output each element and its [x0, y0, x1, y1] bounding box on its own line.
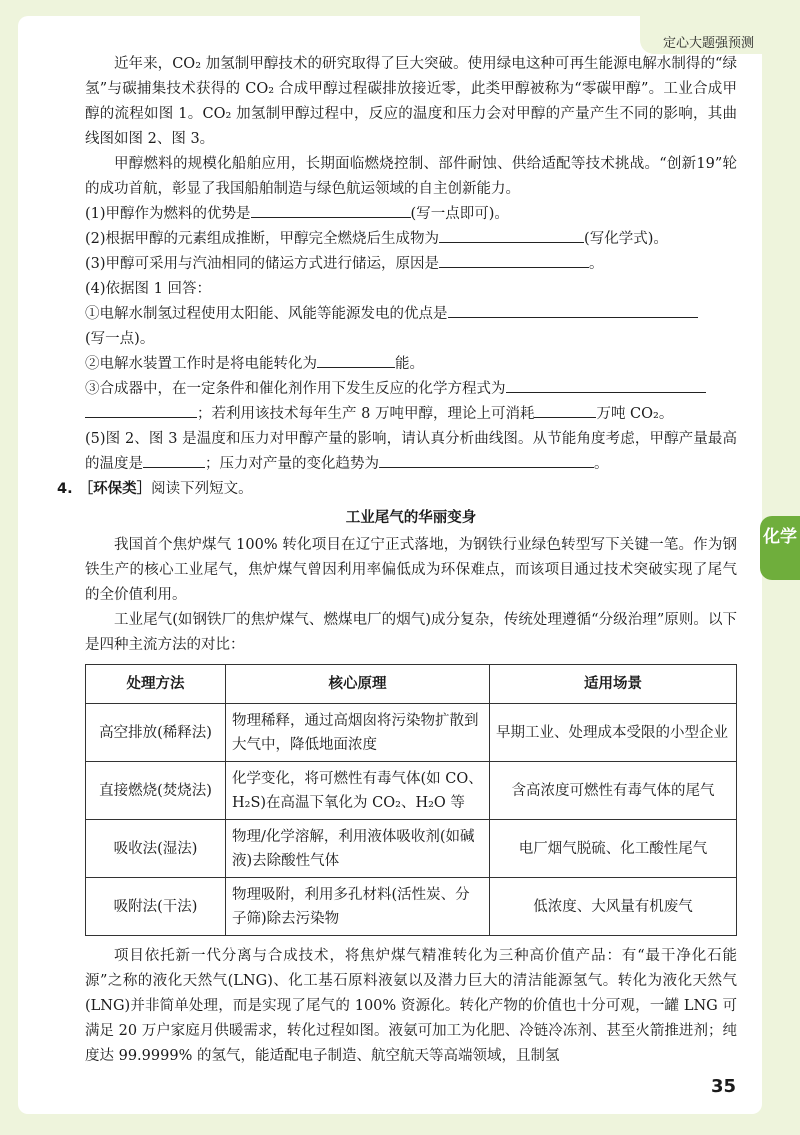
question-4-c: ③合成器中，在一定条件和催化剂作用下发生反应的化学方程式为 ；若利用该技术每年生产 8 万吨甲醇，理论上可消耗 万吨 CO₂。 [85, 377, 737, 427]
answer-blank [506, 377, 706, 393]
table-cell: 物理吸附，利用多孔材料(活性炭、分子筛)除去污染物 [226, 878, 490, 936]
table-row [86, 820, 737, 878]
question-number: 4. [57, 481, 73, 497]
content [57, 52, 737, 1069]
table-row [86, 704, 737, 762]
table-cell: 早期工业、处理成本受限的小型企业 [490, 704, 737, 762]
table-cell: 物理/化学溶解，利用液体吸收剂(如碱液)去除酸性气体 [226, 820, 490, 878]
table-cell: 物理稀释，通过高烟囱将污染物扩散到大气中，降低地面浓度 [226, 704, 490, 762]
article-title: 工业尾气的华丽变身 [345, 510, 477, 526]
question-4-heading: 4. ［环保类］阅读下列短文。 [57, 481, 253, 497]
table-cell: 吸收法(湿法) [86, 820, 226, 878]
table-cell: 含高浓度可燃性有毒气体的尾气 [490, 762, 737, 820]
table-cell: 高空排放(稀释法) [86, 704, 226, 762]
intro-paragraph-2: 甲醇燃料的规模化船舶应用，长期面临燃烧控制、部件耐蚀、供给适配等技术挑战。“创新19”轮的成功首航，彰显了我国船舶制造与绿色航运领域的自主创新能力。 [85, 156, 737, 197]
page-number: 35 [710, 1076, 736, 1097]
intro-paragraph-1: 近年来，CO₂ 加氢制甲醇技术的研究取得了巨大突破。使用绿电这种可再生能源电解水制得的“绿氢”与碳捕集技术获得的 CO₂ 合成甲醇过程碳排放接近零，此类甲醇被称为“零碳甲醇”。工业合成甲醇的流程如图 1。CO₂ 加氢制甲醇过程中，反应的温度和压力会对甲醇的产量产生不同的影响，其曲线图如图 2、图 3。 [85, 56, 737, 147]
table-cell: 化学变化，将可燃性有毒气体(如 CO、H₂S)在高温下氧化为 CO₂、H₂O 等 [226, 762, 490, 820]
question-4-b: ②电解水装置工作时是将电能转化为 能。 [85, 352, 737, 377]
answer-blank [85, 402, 197, 418]
article-paragraph-1: 我国首个焦炉煤气 100% 转化项目在辽宁正式落地，为钢铁行业绿色转型写下关键一笔。作为钢铁生产的核心工业尾气，焦炉煤气曾因利用率偏低成为环保难点，而该项目通过技术突破实现了尾气的全价值利用。 [85, 537, 737, 603]
table-cell: 吸附法(干法) [86, 878, 226, 936]
question-4-a: ①电解水制氢过程使用太阳能、风能等能源发电的优点是 (写一点)。 [85, 302, 737, 352]
article-paragraph-3: 项目依托新一代分离与合成技术，将焦炉煤气精准转化为三种高价值产品：有“最干净化石能源”之称的液化天然气(LNG)、化工基石原料液氨以及潜力巨大的清洁能源氢气。转化为液化天然气(LNG)并非简单处理，而是实现了尾气的 100% 资源化。转化产物的价值也十分可观，一罐 LNG 可满足 20 万户家庭月供暖需求，转化过程如图。液氨可加工为化肥、冷链冷冻剂、甚至火箭推进剂；纯度达 99.9999% 的氢气，能适配电子制造、航空航天等高端领域，且制氢 [85, 948, 737, 1064]
table-cell: 低浓度、大风量有机废气 [490, 878, 737, 936]
table-row [86, 878, 737, 936]
question-tag: ［环保类］ [78, 481, 152, 497]
table-cell: 直接燃烧(焚烧法) [86, 762, 226, 820]
answer-blank [534, 402, 596, 418]
question-4: (4)依据图 1 回答： [85, 281, 211, 297]
question-3: (3)甲醇可采用与汽油相同的储运方式进行储运，原因是 。 [85, 252, 737, 277]
table-cell: 电厂烟气脱硫、化工酸性尾气 [490, 820, 737, 878]
table-header-cell: 核心原理 [226, 665, 490, 704]
running-header: 定心大题强预测 [662, 36, 754, 51]
table-header-cell: 适用场景 [490, 665, 737, 704]
article-paragraph-2: 工业尾气(如钢铁厂的焦炉煤气、燃煤电厂的烟气)成分复杂，传统处理遵循“分级治理”原则。以下是四种主流方法的对比： [85, 612, 737, 653]
answer-blank [251, 202, 411, 218]
question-2: (2)根据甲醇的元素组成推断，甲醇完全燃烧后生成物为 (写化学式)。 [85, 227, 737, 252]
table-header-cell: 处理方法 [86, 665, 226, 704]
answer-blank [317, 352, 395, 368]
question-1: (1)甲醇作为燃料的优势是 (写一点即可)。 [85, 202, 737, 227]
answer-blank [379, 452, 594, 468]
answer-blank [448, 302, 698, 318]
subject-side-tab: 化学 [760, 516, 800, 580]
answer-blank [439, 252, 589, 268]
answer-blank [439, 227, 584, 243]
comparison-table [85, 664, 737, 936]
table-header-row [86, 665, 737, 704]
table-row [86, 762, 737, 820]
question-5: (5)图 2、图 3 是温度和压力对甲醇产量的影响，请认真分析曲线图。从节能角度考虑，甲醇产量最高的温度是 ；压力对产量的变化趋势为 。 [85, 431, 737, 472]
answer-blank [143, 452, 205, 468]
